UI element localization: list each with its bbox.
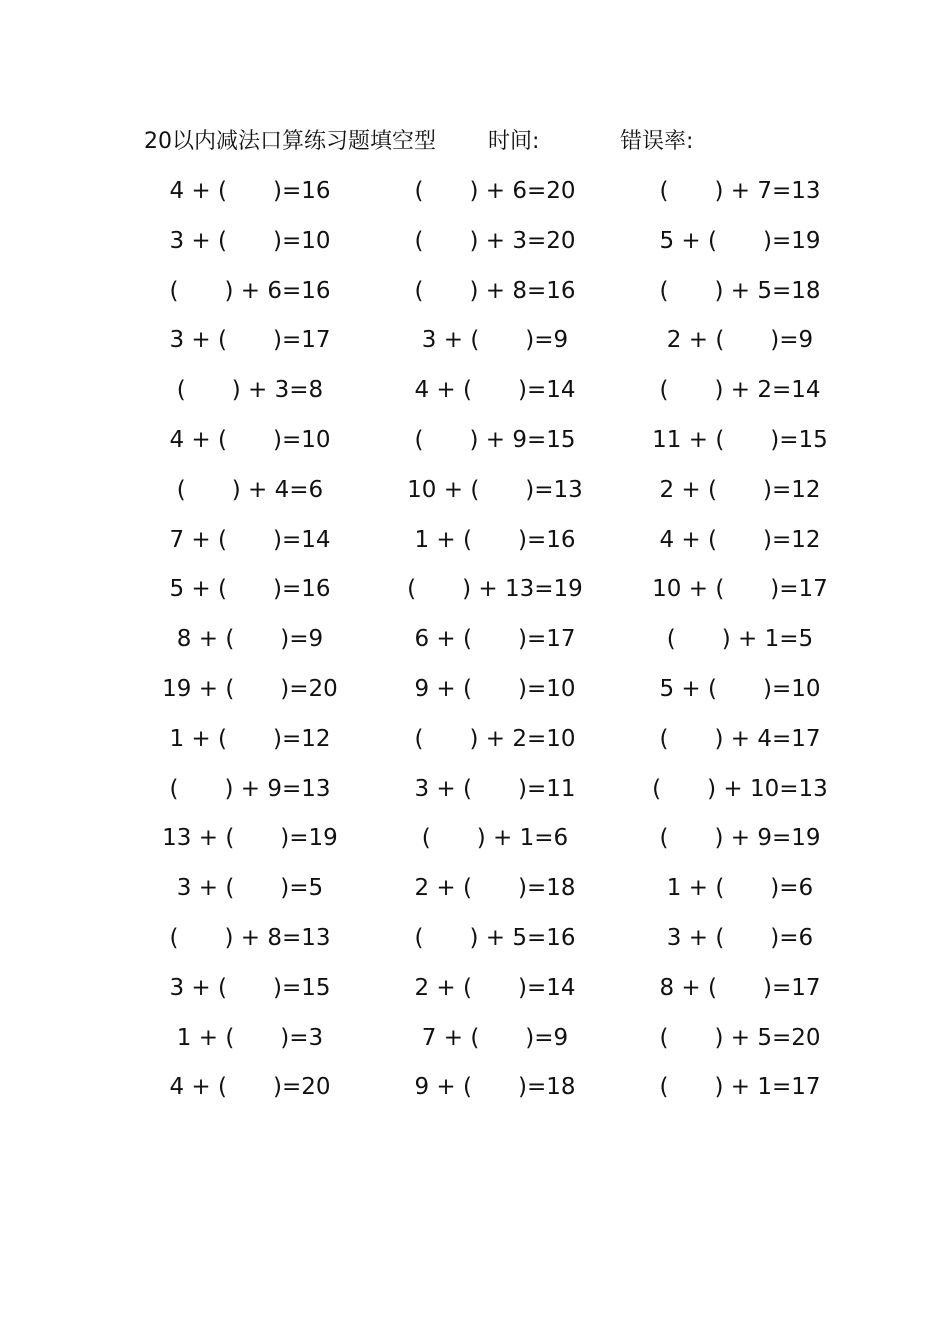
problem-cell[interactable]: ( ) + 2=10 <box>414 725 576 752</box>
problem-row <box>140 620 820 670</box>
problem-cell[interactable]: ( ) + 5=16 <box>414 924 576 951</box>
problem-cell[interactable]: 9 + ( )=18 <box>414 1074 576 1101</box>
problem-cell[interactable]: 11 + ( )=15 <box>652 426 828 453</box>
problem-cell[interactable]: ( ) + 4=17 <box>659 725 821 752</box>
problem-row <box>140 670 820 720</box>
problem-cell[interactable]: ( ) + 1=6 <box>421 825 569 852</box>
problem-cell[interactable]: 19 + ( )=20 <box>162 675 338 702</box>
problem-cell[interactable]: 9 + ( )=10 <box>414 675 576 702</box>
problem-cell[interactable]: 1 + ( )=6 <box>666 875 814 902</box>
problem-cell[interactable]: 8 + ( )=9 <box>176 626 324 653</box>
problem-row <box>140 421 828 471</box>
problem-cell[interactable]: 6 + ( )=17 <box>414 626 576 653</box>
problem-cell[interactable]: ( ) + 6=20 <box>414 178 576 204</box>
problem-cell[interactable]: ( ) + 1=17 <box>659 1074 821 1101</box>
problem-cell[interactable]: 4 + ( )=16 <box>169 178 331 204</box>
problem-cell[interactable]: 5 + ( )=10 <box>659 675 821 702</box>
problem-cell[interactable]: 4 + ( )=14 <box>414 377 576 404</box>
problem-row <box>140 272 820 322</box>
problem-cell[interactable]: 3 + ( )=17 <box>169 327 331 354</box>
problem-cell[interactable]: 1 + ( )=3 <box>176 1024 324 1051</box>
problem-row <box>140 869 820 919</box>
problem-cell[interactable]: ( ) + 9=13 <box>169 775 331 802</box>
worksheet-title: 20以内减法口算练习题填空型 <box>144 129 436 154</box>
problem-row <box>140 222 820 272</box>
problem-cell[interactable]: ( ) + 6=16 <box>169 277 331 304</box>
problem-cell[interactable]: 1 + ( )=12 <box>169 725 331 752</box>
problem-cell[interactable]: ( ) + 3=20 <box>414 227 576 254</box>
problem-row <box>140 321 820 371</box>
problem-row <box>140 1019 820 1069</box>
problem-cell[interactable]: 3 + ( )=10 <box>169 227 331 254</box>
problem-grid <box>140 172 828 1118</box>
problem-cell[interactable]: 5 + ( )=16 <box>169 576 331 603</box>
problem-row <box>140 919 820 969</box>
problem-cell[interactable]: ( ) + 9=19 <box>659 825 821 852</box>
problem-row <box>140 172 820 222</box>
problem-row <box>140 969 820 1019</box>
problem-cell[interactable]: 1 + ( )=16 <box>414 526 576 553</box>
problem-cell[interactable]: 7 + ( )=14 <box>169 526 331 553</box>
problem-cell[interactable]: 3 + ( )=15 <box>169 974 331 1001</box>
problem-cell[interactable]: ( ) + 8=13 <box>169 924 331 951</box>
problem-row <box>140 720 820 770</box>
problem-cell[interactable]: 8 + ( )=17 <box>659 974 821 1001</box>
problem-cell[interactable]: ( ) + 1=5 <box>666 626 814 653</box>
problem-cell[interactable]: ( ) + 2=14 <box>659 377 821 404</box>
problem-row <box>140 770 828 820</box>
problem-cell[interactable]: ( ) + 9=15 <box>414 426 576 453</box>
problem-cell[interactable]: 7 + ( )=9 <box>421 1024 569 1051</box>
problem-row <box>140 521 820 571</box>
problem-cell[interactable]: ( ) + 5=18 <box>659 277 821 304</box>
problem-row <box>140 371 820 421</box>
problem-cell[interactable]: 3 + ( )=11 <box>414 775 576 802</box>
problem-cell[interactable]: 3 + ( )=6 <box>666 924 814 951</box>
problem-cell[interactable]: 2 + ( )=9 <box>666 327 814 354</box>
problem-cell[interactable]: ( ) + 13=19 <box>407 576 583 603</box>
problem-cell[interactable]: ( ) + 4=6 <box>176 476 324 503</box>
problem-cell[interactable]: ( ) + 8=16 <box>414 277 576 304</box>
problem-row <box>140 819 820 869</box>
problem-cell[interactable]: 13 + ( )=19 <box>162 825 338 852</box>
problem-cell[interactable]: 3 + ( )=9 <box>421 327 569 354</box>
problem-cell[interactable]: ( ) + 3=8 <box>176 377 324 404</box>
problem-cell[interactable]: 2 + ( )=18 <box>414 875 576 902</box>
problem-cell[interactable]: 4 + ( )=10 <box>169 426 331 453</box>
worksheet-header <box>144 124 844 160</box>
problem-row <box>140 570 828 620</box>
problem-cell[interactable]: 2 + ( )=12 <box>659 476 821 503</box>
problem-cell[interactable]: 4 + ( )=12 <box>659 526 821 553</box>
problem-cell[interactable]: 10 + ( )=13 <box>407 476 583 503</box>
problem-row <box>140 471 820 521</box>
problem-cell[interactable]: 4 + ( )=20 <box>169 1074 331 1101</box>
error-rate-label: 错误率: <box>620 129 694 154</box>
problem-cell[interactable]: 10 + ( )=17 <box>652 576 828 603</box>
problem-cell[interactable]: 2 + ( )=14 <box>414 974 576 1001</box>
problem-cell[interactable]: 3 + ( )=5 <box>176 875 324 902</box>
problem-cell[interactable]: ( ) + 7=13 <box>659 178 821 204</box>
problem-row <box>140 1068 820 1118</box>
problem-cell[interactable]: ( ) + 10=13 <box>652 775 828 802</box>
time-label: 时间: <box>488 129 540 154</box>
problem-cell[interactable]: ( ) + 5=20 <box>659 1024 821 1051</box>
problem-cell[interactable]: 5 + ( )=19 <box>659 227 821 254</box>
